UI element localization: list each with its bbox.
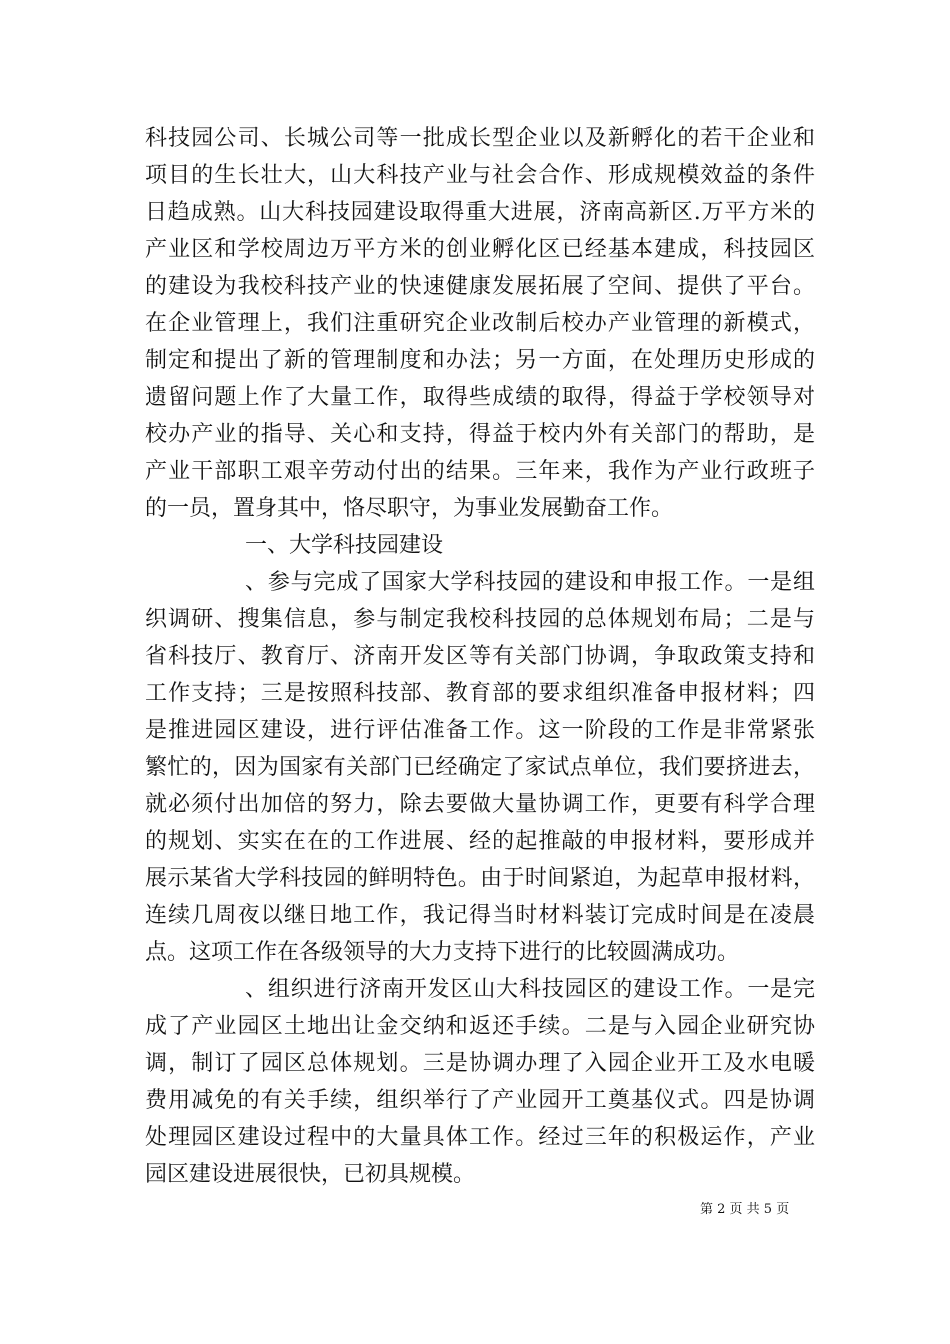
page-number-footer: 第 2 页 共 5 页 [700,1202,790,1217]
body-line: 点。这项工作在各级领导的大力支持下进行的比较圆满成功。 [145,940,740,965]
body-line: 遗留问题上作了大量工作，取得些成绩的取得，得益于学校领导对 [145,385,815,410]
body-line: 科技园公司、长城公司等一批成长型企业以及新孵化的若干企业和 [145,126,815,151]
document-body [145,120,815,1193]
body-line: 省科技厅、教育厅、济南开发区等有关部门协调，争取政策支持和 [145,644,815,669]
body-line: 繁忙的，因为国家有关部门已经确定了家试点单位，我们要挤进去， [145,755,815,780]
body-line: 的规划、实实在在的工作进展、经的起推敲的申报材料，要形成并 [145,829,815,854]
body-line: 制定和提出了新的管理制度和办法；另一方面，在处理历史形成的 [145,348,815,373]
body-line: 的一员，置身其中，恪尽职守，为事业发展勤奋工作。 [145,496,674,521]
paragraph-first-line: 、参与完成了国家大学科技园的建设和申报工作。一是组 [245,570,815,595]
body-line: 调，制订了园区总体规划。三是协调办理了入园企业开工及水电暖 [145,1051,815,1076]
body-line: 连续几周夜以继日地工作，我记得当时材料装订完成时间是在凌晨 [145,903,815,928]
body-line: 的建设为我校科技产业的快速健康发展拓展了空间、提供了平台。 [145,274,815,299]
body-line: 是推进园区建设，进行评估准备工作。这一阶段的工作是非常紧张 [145,718,815,743]
body-line: 项目的生长壮大，山大科技产业与社会合作、形成规模效益的条件 [145,163,815,188]
body-line: 成了产业园区土地出让金交纳和返还手续。二是与入园企业研究协 [145,1014,815,1039]
body-line: 处理园区建设过程中的大量具体工作。经过三年的积极运作，产业 [145,1125,815,1150]
section-heading: 一、大学科技园建设 [245,533,444,558]
body-line: 费用减免的有关手续，组织举行了产业园开工奠基仪式。四是协调 [145,1088,815,1113]
body-line: 在企业管理上，我们注重研究企业改制后校办产业管理的新模式， [145,311,815,336]
body-line: 工作支持；三是按照科技部、教育部的要求组织准备申报材料；四 [145,681,815,706]
body-line: 日趋成熟。山大科技园建设取得重大进展，济南高新区.万平方米的 [145,200,815,225]
body-line: 园区建设进展很快，已初具规模。 [145,1162,476,1187]
paragraph-first-line: 、组织进行济南开发区山大科技园区的建设工作。一是完 [245,977,815,1002]
body-line: 校办产业的指导、关心和支持，得益于校内外有关部门的帮助，是 [145,422,815,447]
body-line: 就必须付出加倍的努力，除去要做大量协调工作，更要有科学合理 [145,792,815,817]
body-line: 织调研、搜集信息，参与制定我校科技园的总体规划布局；二是与 [145,607,815,632]
body-line: 产业区和学校周边万平方米的创业孵化区已经基本建成，科技园区 [145,237,815,262]
body-line: 展示某省大学科技园的鲜明特色。由于时间紧迫，为起草申报材料， [145,866,815,891]
body-line: 产业干部职工艰辛劳动付出的结果。三年来，我作为产业行政班子 [145,459,815,484]
